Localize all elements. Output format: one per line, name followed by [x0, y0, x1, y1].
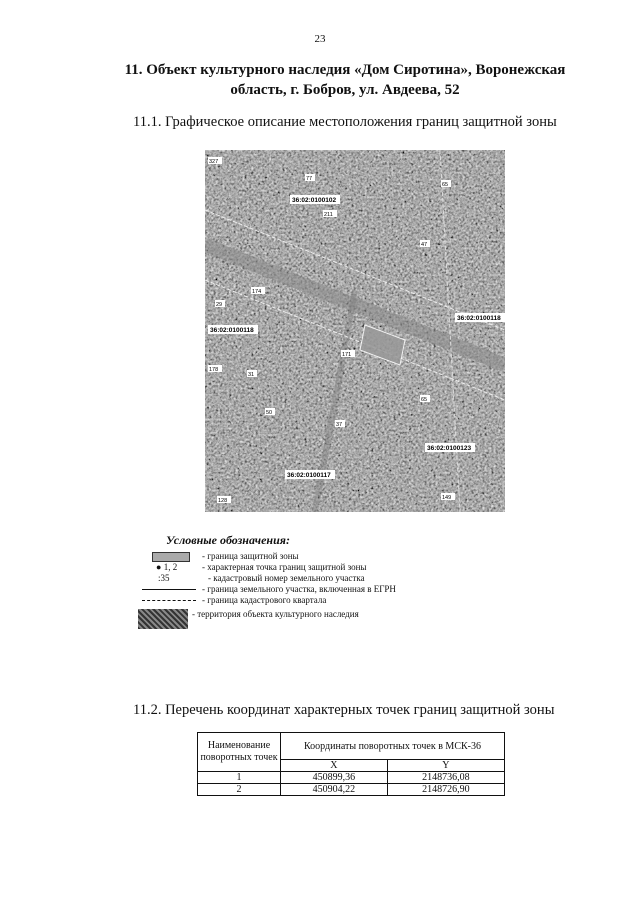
- point-symbol: ● 1, 2: [156, 562, 178, 572]
- parcel-label: 77: [306, 176, 313, 182]
- legend-text: - граница защитной зоны: [202, 551, 299, 561]
- title-line-2: область, г. Бобров, ул. Авдеева, 52: [230, 82, 460, 98]
- legend-item: [138, 551, 498, 562]
- cell-y: 2148736,08: [387, 772, 504, 784]
- parcel-label: 174: [252, 289, 262, 295]
- table-header-row: [198, 733, 505, 760]
- col-header-coords: Координаты поворотных точек в МСК-36: [281, 733, 505, 760]
- parcel-label: 327: [209, 159, 219, 165]
- cadastral-block-label: 36:02:0100102: [292, 197, 337, 204]
- parcel-label: 65: [421, 397, 428, 403]
- parcel-boundary-line: [142, 589, 196, 590]
- cadastral-block-label: 36:02:0100117: [287, 472, 331, 479]
- cadastral-block-label: 36:02:0100118: [210, 327, 254, 334]
- cell-y: 2148726,90: [387, 784, 504, 796]
- parcel-label: 31: [248, 372, 255, 378]
- parcel-label: 211: [324, 212, 333, 218]
- legend-item: [138, 573, 498, 584]
- parcel-number-symbol: :35: [158, 573, 170, 583]
- legend-item: [138, 595, 498, 606]
- cell-x: 450899,36: [281, 772, 388, 784]
- parcel-label: 149: [442, 495, 452, 501]
- section-list-heading: 11.2. Перечень координат характерных точек границ защитной зоны: [133, 702, 555, 718]
- map-graphic: [205, 150, 505, 512]
- title-line-1: 11. Объект культурного наследия «Дом Сиротина», Воронежская: [124, 62, 566, 78]
- zone-boundary-swatch: [152, 552, 190, 562]
- heritage-territory-swatch: [138, 609, 188, 629]
- cadastral-block-label: 36:02:0100118: [457, 315, 501, 322]
- parcel-label: 29: [216, 302, 223, 308]
- legend-text: - территория объекта культурного наследия: [192, 609, 359, 619]
- legend-text: - граница земельного участка, включенная в ЕГРН: [202, 584, 396, 594]
- parcel-label: 65: [442, 182, 449, 188]
- legend-item: [138, 562, 498, 573]
- parcel-label: 37: [336, 422, 343, 428]
- coordinates-table: [197, 732, 505, 796]
- map-legend: [138, 533, 498, 631]
- cell-x: 450904,22: [281, 784, 388, 796]
- page-number: 23: [314, 33, 326, 45]
- section-graphic-heading: 11.1. Графическое описание местоположения границ защитной зоны: [133, 114, 557, 130]
- cell-point: 1: [198, 772, 281, 784]
- table-row: [198, 772, 505, 784]
- legend-text: - кадастровый номер земельного участка: [208, 573, 365, 583]
- legend-item: [138, 609, 498, 631]
- block-boundary-line: [142, 600, 196, 601]
- cell-point: 2: [198, 784, 281, 796]
- col-header-x: X: [281, 760, 388, 772]
- legend-title: Условные обозначения:: [166, 533, 290, 547]
- satellite-map: [205, 150, 505, 512]
- legend-item: [138, 584, 498, 595]
- col-header-name: Наименование поворотных точек: [198, 733, 281, 772]
- legend-text: - граница кадастрового квартала: [202, 595, 327, 605]
- parcel-label: 128: [218, 498, 228, 504]
- parcel-label: 171: [342, 352, 352, 358]
- parcel-label: 50: [266, 410, 273, 416]
- document-title: [120, 60, 570, 100]
- cadastral-block-label: 36:02:0100123: [427, 445, 472, 452]
- parcel-label: 47: [421, 242, 428, 248]
- table-row: [198, 784, 505, 796]
- parcel-label: 178: [209, 367, 219, 373]
- col-header-y: Y: [387, 760, 504, 772]
- legend-text: - характерная точка границ защитной зоны: [202, 562, 367, 572]
